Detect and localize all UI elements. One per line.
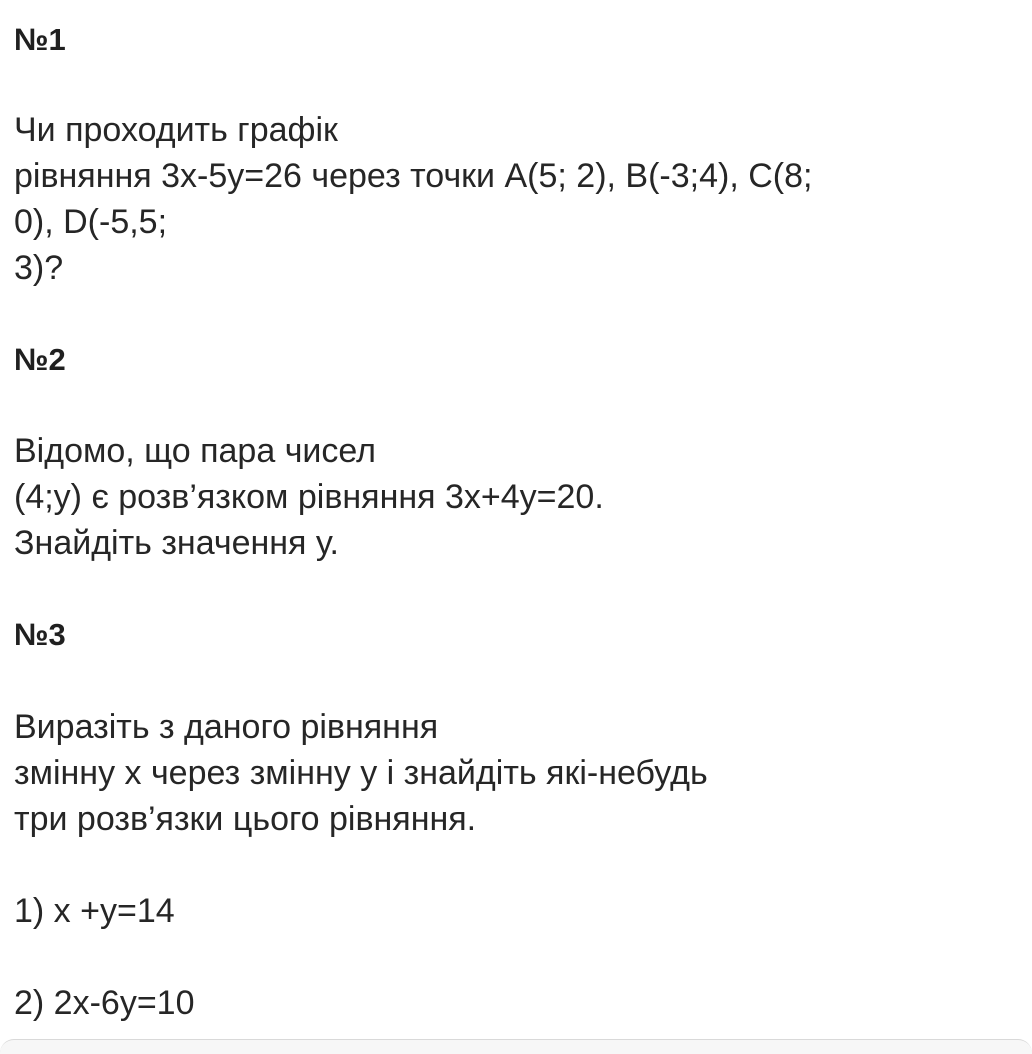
task-3-line-3: три розв’язки цього рівняння. (14, 800, 477, 838)
task-1-line-1: Чи проходить графік (14, 111, 338, 149)
task-2-line-3: Знайдіть значення у. (14, 524, 339, 562)
task-3-equation-1: 1) x +y=14 (14, 892, 175, 930)
task-2-line-1: Відомо, що пара чисел (14, 432, 377, 470)
task-2-heading: №2 (14, 342, 66, 377)
task-3-equation-2: 2) 2x-6y=10 (14, 984, 195, 1022)
bottom-sheet-edge (0, 1039, 1032, 1054)
task-3-line-2: змінну x через змінну у і знайдіть які-небудь (14, 754, 708, 792)
task-1-text (14, 107, 812, 291)
task-1-line-4: 3)? (14, 249, 64, 287)
task-1-line-2: рівняння 3х-5у=26 через точки A(5; 2), B(-3;4), C(8; (14, 157, 813, 195)
task-1-heading: №1 (14, 22, 66, 57)
task-2-text (14, 428, 604, 566)
task-3-line-1: Виразіть з даного рівняння (14, 708, 439, 746)
task-3-heading: №3 (14, 617, 66, 652)
task-3-text (14, 704, 708, 842)
task-1-line-3: 0), D(-5,5; (14, 203, 168, 241)
task-2-line-2: (4;y) є розв’язком рівняння 3x+4y=20. (14, 478, 604, 516)
